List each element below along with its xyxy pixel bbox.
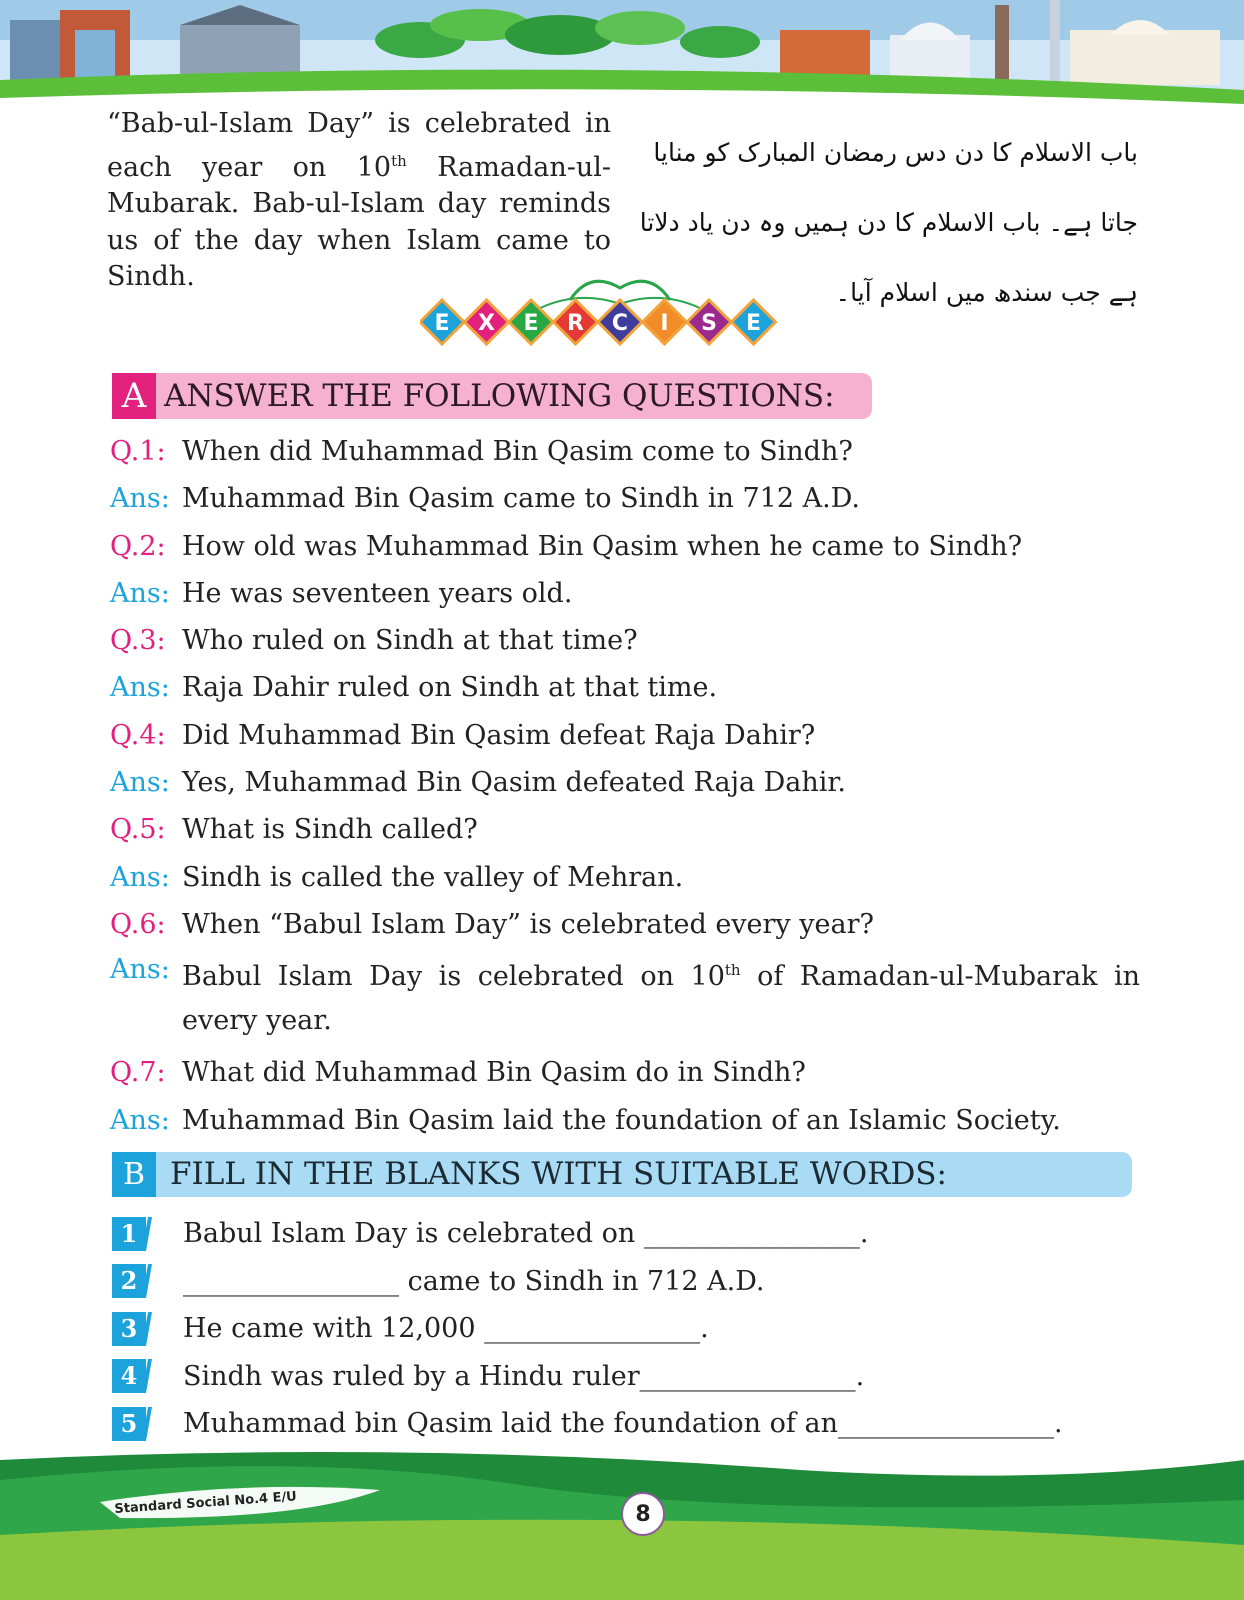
answer-label: Ans: <box>110 1104 170 1136</box>
exercise-letter: E <box>434 311 450 336</box>
qa-list <box>110 428 1140 1144</box>
answer-row <box>110 664 1140 711</box>
question-text: What is Sindh called? <box>182 814 478 846</box>
blank-sentence: ________________ came to Sindh in 712 A.D. <box>183 1265 765 1297</box>
question-label: Q.3: <box>110 625 166 657</box>
question-text: Did Muhammad Bin Qasim defeat Raja Dahir? <box>182 719 816 751</box>
answer-row <box>110 854 1140 901</box>
question-row <box>110 523 1140 570</box>
question-text: What did Muhammad Bin Qasim do in Sindh? <box>182 1057 806 1089</box>
blank-item <box>112 1305 1132 1353</box>
blank-sentence: He came with 12,000 ________________. <box>183 1313 709 1345</box>
blank-number-badge: 2 <box>112 1264 152 1298</box>
answer-text: Muhammad Bin Qasim came to Sindh in 712 A.D. <box>182 483 860 515</box>
answer-label: Ans: <box>110 672 170 704</box>
intro-english-paragraph: “Bab-ul-Islam Day” is celebrated in each year on 10th Ramadan-ul-Mubarak. Bab-ul-Islam day reminds us of the day when Islam came to Sindh. <box>107 108 612 292</box>
question-label: Q.5: <box>110 814 166 846</box>
question-label: Q.4: <box>110 719 166 751</box>
section-a-title: ANSWER THE FOLLOWING QUESTIONS: <box>164 378 835 414</box>
question-label: Q.1: <box>110 436 166 467</box>
exercise-letter-tile <box>732 300 776 344</box>
section-a-letter: A <box>112 373 156 419</box>
question-row <box>110 712 1140 759</box>
question-label: Q.7: <box>110 1057 166 1089</box>
answer-text: Sindh is called the valley of Mehran. <box>182 861 684 893</box>
answer-text: Raja Dahir ruled on Sindh at that time. <box>182 672 718 704</box>
answer-row <box>110 570 1140 617</box>
answer-text: Muhammad Bin Qasim laid the foundation of an Islamic Society. <box>182 1104 1061 1136</box>
exercise-letters-art <box>420 270 820 360</box>
answer-row <box>110 759 1140 806</box>
exercise-letter-tile <box>465 300 509 344</box>
page-number: 8 <box>621 1492 665 1536</box>
question-text: When did Muhammad Bin Qasim come to Sindh? <box>182 436 853 467</box>
header-illustration <box>0 0 1244 120</box>
exercise-letter: R <box>567 311 584 336</box>
exercise-letter-tile <box>643 300 687 344</box>
section-a-header <box>112 373 872 419</box>
exercise-letter-tile <box>687 300 731 344</box>
question-label: Q.2: <box>110 530 166 562</box>
section-b-title: FILL IN THE BLANKS WITH SUITABLE WORDS: <box>170 1156 947 1192</box>
fill-blanks-list <box>112 1210 1132 1448</box>
question-row <box>110 901 1140 948</box>
question-row <box>110 428 1140 475</box>
blank-number-badge: 5 <box>112 1407 152 1441</box>
answer-row <box>110 1097 1140 1144</box>
exercise-letter: C <box>611 311 629 336</box>
blank-item <box>112 1258 1132 1306</box>
exercise-letter-tile <box>598 300 642 344</box>
answer-label: Ans: <box>110 861 170 893</box>
blank-sentence: Babul Islam Day is celebrated on ________________. <box>183 1218 869 1250</box>
question-row <box>110 1049 1140 1096</box>
blank-number-badge: 3 <box>112 1312 152 1346</box>
question-text: How old was Muhammad Bin Qasim when he came to Sindh? <box>182 530 1023 562</box>
header-landmarks-art <box>0 0 1244 120</box>
answer-label: Ans: <box>110 767 170 799</box>
answer-label: Ans: <box>110 483 170 515</box>
question-label: Q.6: <box>110 908 166 940</box>
exercise-letter-tile <box>420 300 464 344</box>
answer-text: Yes, Muhammad Bin Qasim defeated Raja Dahir. <box>182 767 846 799</box>
answer-row <box>110 475 1140 522</box>
answer-label: Ans: <box>110 577 170 609</box>
blank-sentence: Muhammad bin Qasim laid the foundation of an________________. <box>183 1408 1063 1440</box>
question-text: Who ruled on Sindh at that time? <box>182 625 638 657</box>
answer-text: Babul Islam Day is celebrated on 10th of Ramadan-ul-Mubarak in every year. <box>182 961 1140 1037</box>
answer-text: He was seventeen years old. <box>182 577 573 609</box>
blank-number-badge: 4 <box>112 1359 152 1393</box>
exercise-banner <box>420 270 820 360</box>
question-row <box>110 806 1140 853</box>
blank-number-badge: 1 <box>112 1217 152 1251</box>
exercise-letter: I <box>660 311 669 336</box>
answer-label: Ans: <box>110 954 170 986</box>
intro-urdu-paragraph: باب الاسلام کا دن دس رمضان المبارک کو منایا جاتا ہے۔ باب الاسلام کا دن ہمیں وہ دن یاد دلاتا ہے جب سندھ میں اسلام آیا۔ <box>639 138 1138 307</box>
exercise-letter-tile <box>554 300 598 344</box>
blank-item <box>112 1353 1132 1401</box>
exercise-letter-tile <box>509 300 553 344</box>
exercise-letter: X <box>478 311 495 336</box>
section-b-header <box>112 1152 1132 1197</box>
footer-book-title: Standard Social No.4 E/U <box>114 1489 298 1517</box>
exercise-letter: E <box>745 311 762 336</box>
question-row <box>110 617 1140 664</box>
question-text: When “Babul Islam Day” is celebrated every year? <box>182 908 874 940</box>
exercise-letter: S <box>701 311 717 336</box>
exercise-letter: E <box>523 311 539 336</box>
blank-sentence: Sindh was ruled by a Hindu ruler________________. <box>183 1360 865 1392</box>
section-b-letter: B <box>112 1152 156 1197</box>
blank-item <box>112 1210 1132 1258</box>
answer-row <box>110 948 1140 1043</box>
